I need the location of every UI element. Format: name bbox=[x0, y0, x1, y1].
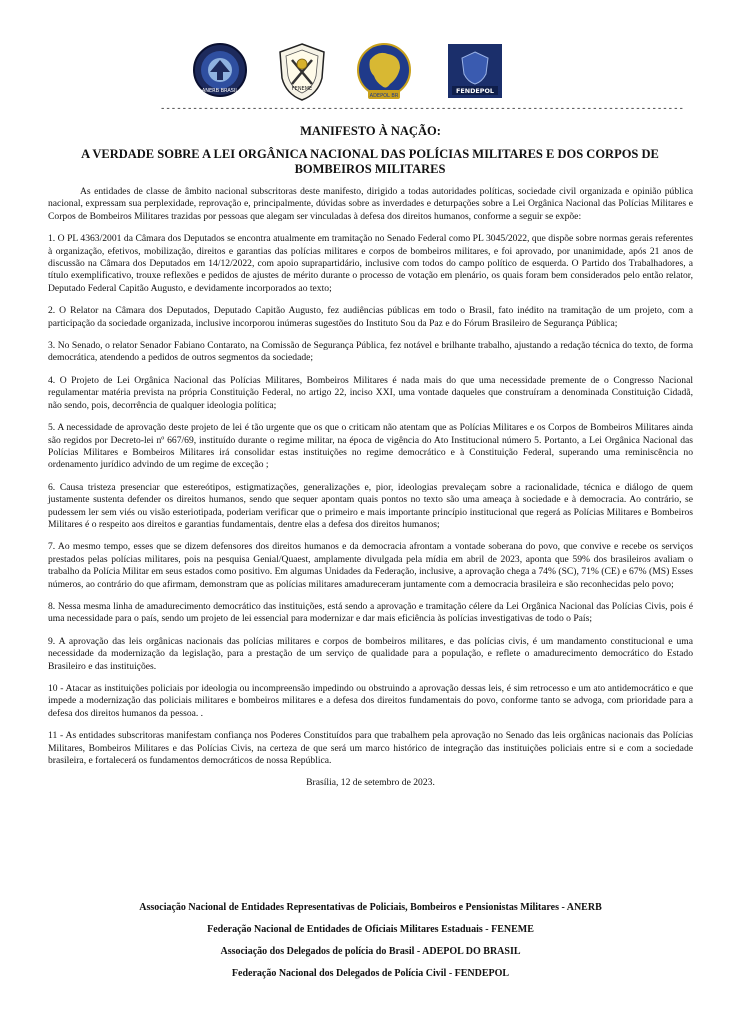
paragraph-4: 4. O Projeto de Lei Orgânica Nacional das Polícias Militares, Bombeiros Militares é nada mais do que uma necessidade premente de o Congresso Nacional regulamentar matéria prevista na própria Constituição Federal, no artigo 22, inciso XXI, uma vontade daqueles que construíram a denominada Constituição Cidadã, não sendo, pois, decorrência de qualquer ideologia política; bbox=[48, 374, 693, 411]
feneme-logo-text: FENEME bbox=[291, 86, 313, 92]
logo-bar bbox=[0, 42, 741, 104]
header-divider: ------------------------------------------------------------------------------------------------- bbox=[160, 104, 684, 114]
anerb-logo bbox=[192, 42, 248, 103]
paragraph-2: 2. O Relator na Câmara dos Deputados, Deputado Capitão Augusto, fez audiências públicas em todo o Brasil, fato inédito na tramitação de um projeto, com a participação da sociedade organizada, inclusive incorporou inúmeras sugestões do Instituto Sou da Paz e do Fórum Brasileiro de Segurança Pública; bbox=[48, 305, 693, 329]
manifesto-heading: MANIFESTO À NAÇÃO: bbox=[300, 124, 441, 138]
paragraph-9: 9. A aprovação das leis orgânicas nacionais das polícias militares e corpos de bombeiros militares, e das polícias civis, é um mandamento constitucional e uma necessidade da modernização da legislação, para a prestação de um serviço de qualidade para a população, e reflete o amadurecimento democrático do Estado Brasileiro e das instituições. bbox=[48, 635, 693, 672]
paragraph-3: 3. No Senado, o relator Senador Fabiano Contarato, na Comissão de Segurança Pública, fez notável e brilhante trabalho, ajustando a redação técnica do texto, de forma democrática, atendendo a pedidos de outros segmentos da sociedade; bbox=[48, 340, 693, 364]
signature-adepol: Associação dos Delegados de polícia do Brasil - ADEPOL DO BRASIL bbox=[220, 946, 521, 957]
feneme-logo bbox=[276, 42, 328, 107]
signatures bbox=[0, 902, 741, 990]
signature-anerb: Associação Nacional de Entidades Representativas de Policiais, Bombeiros e Pensionistas Militares - ANERB bbox=[139, 902, 602, 913]
fendepol-logo bbox=[448, 44, 502, 103]
document-title: A VERDADE SOBRE A LEI ORGÂNICA NACIONAL DAS POLÍCIAS MILITARES E DOS CORPOS DE BOMBEIROS MILITARES bbox=[81, 147, 659, 176]
paragraph-8: 8. Nessa mesma linha de amadurecimento democrático das instituições, está sendo a aprovação e tramitação célere da Lei Orgânica Nacional das Polícias Civis, pois é uma necessidade para o país, sendo um projeto de lei essencial para modernizar e dar mais eficiência às polícias investigativas de todo o País; bbox=[48, 600, 693, 625]
paragraph-11: 11 - As entidades subscritoras manifestam confiança nos Poderes Constituídos para que trabalhem pela aprovação no Senado das leis orgânicas nacionais das Polícias Militares, Bombeiros Militares e das Polícias Civis, na certeza de que será um marco histórico de integração das instituições policiais entre si e com a sociedade brasileira, e fortalecerá os fundamentos democráticos de nossa República. bbox=[48, 730, 693, 767]
signature-feneme: Federação Nacional de Entidades de Oficiais Militares Estaduais - FENEME bbox=[207, 924, 534, 935]
fendepol-logo-text: FENDEPOL bbox=[456, 87, 494, 95]
document-date: Brasília, 12 de setembro de 2023. bbox=[306, 777, 435, 789]
anerb-logo-text: ANERB BRASIL bbox=[201, 88, 239, 94]
paragraph-5: 5. A necessidade de aprovação deste projeto de lei é tão urgente que os que o criticam não atentam que as Polícias Militares e os Corpos de Bombeiros Militares ainda são regidos por Decreto-lei nº 667/69, instituído durante o regime militar, na época de vigência do Ato Institucional número 5. Portanto, a Lei Orgânica Nacional das Polícias Militares e Bombeiros Militares irá consolidar estas instituições no regime democrático e à Constituição Federal, superando uma reminiscência no ordenamento jurídico advindo de um regime de exceção ; bbox=[48, 422, 693, 471]
document-body bbox=[48, 186, 693, 790]
paragraph-10: 10 - Atacar as instituições policiais por ideologia ou incompreensão impedindo ou obstruindo a aprovação dessas leis, é sim retrocesso e um ato antidemocrático e que impede a modernização das policiais militares e bombeiros militares e a defesa dos direitos fundamentais do povo, conforme tanto se advoga, com prioridade para a defesa dos direitos humanos da pessoa. . bbox=[48, 683, 693, 719]
adepol-logo-text: ADEPOL BR bbox=[369, 93, 399, 99]
paragraph-6: 6. Causa tristeza presenciar que estereótipos, estigmatizações, generalizações e, pior, ideologias prevaleçam sobre a racionalidade, técnica e diálogo de quem justamente sustenta defender os direitos humanos, sendo que sequer apontam quais pontos no texto são uma ameaça à sociedade e à democracia. Ao contrário, se pudessem ler sem viés ou visão esteriotipada, poderiam verificar que o primeiro e mais importante princípio institucional que regerá as Polícias Militares e Bombeiros Militares é o respeito aos direitos e garantias fundamentais, dentre elas a defesa dos direitos humanos; bbox=[48, 481, 693, 530]
signature-fendepol: Federação Nacional dos Delegados de Polícia Civil - FENDEPOL bbox=[231, 968, 510, 979]
paragraph-1: 1. O PL 4363/2001 da Câmara dos Deputados se encontra atualmente em tramitação no Senado Federal como PL 3045/2022, que dispõe sobre normas gerais referentes à organização, efetivos, mobilização, direitos e garantias das polícias militares e corpos de bombeiros militares, e foi aprovado, por unanimidade, após 21 anos de discussão na Câmara dos Deputados em 14/12/2022, com apoio suprapartidário, inclusive com todos do campo político de esquerda. O Partido dos Trabalhadores, a título exemplificativo, trouxe reflexões e pedidos de ajustes de mérito durante o processo de votação em plenário, os quais foram bem considerados pelo então relator, Deputado Federal Capitão Augusto, e devidamente incorporados ao texto; bbox=[48, 233, 693, 294]
intro-paragraph: As entidades de classe de âmbito nacional subscritoras deste manifesto, dirigido a todas autoridades políticas, sociedade civil organizada e opinião pública nacional, expressam sua perplexidade, reprovação e, principalmente, dúvidas sobre as inverdades e deturpações sobre a Lei Orgânica Nacional das Polícias Militares e Corpos de Bombeiros Militares trazidas por pessoas que alegam ser vinculadas à defesa dos direitos humanos, conforme a seguir se expõe: bbox=[48, 186, 693, 222]
paragraph-7: 7. Ao mesmo tempo, esses que se dizem defensores dos direitos humanos e da democracia afrontam a vontade soberana do povo, que convive e recebe os serviços prestados pelas polícias militares, pois na pesquisa Genial/Quaest, amplamente divulgada pela mídia em abril de 2023, aponta que 59% dos brasileiros avaliam o trabalho da Polícia Militar em seus estados como positivo. Em algumas Unidades da Federação, inclusive, a aprovação chega a 74% (SC), 71% (CE) e 67% (MS) Esses números, ao contrário do que afirmam, demonstram que as polícias militares amadureceram juntamente com a democracia brasileira e são reconhecidas pelo povo; bbox=[48, 541, 693, 590]
adepol-logo bbox=[356, 42, 412, 107]
